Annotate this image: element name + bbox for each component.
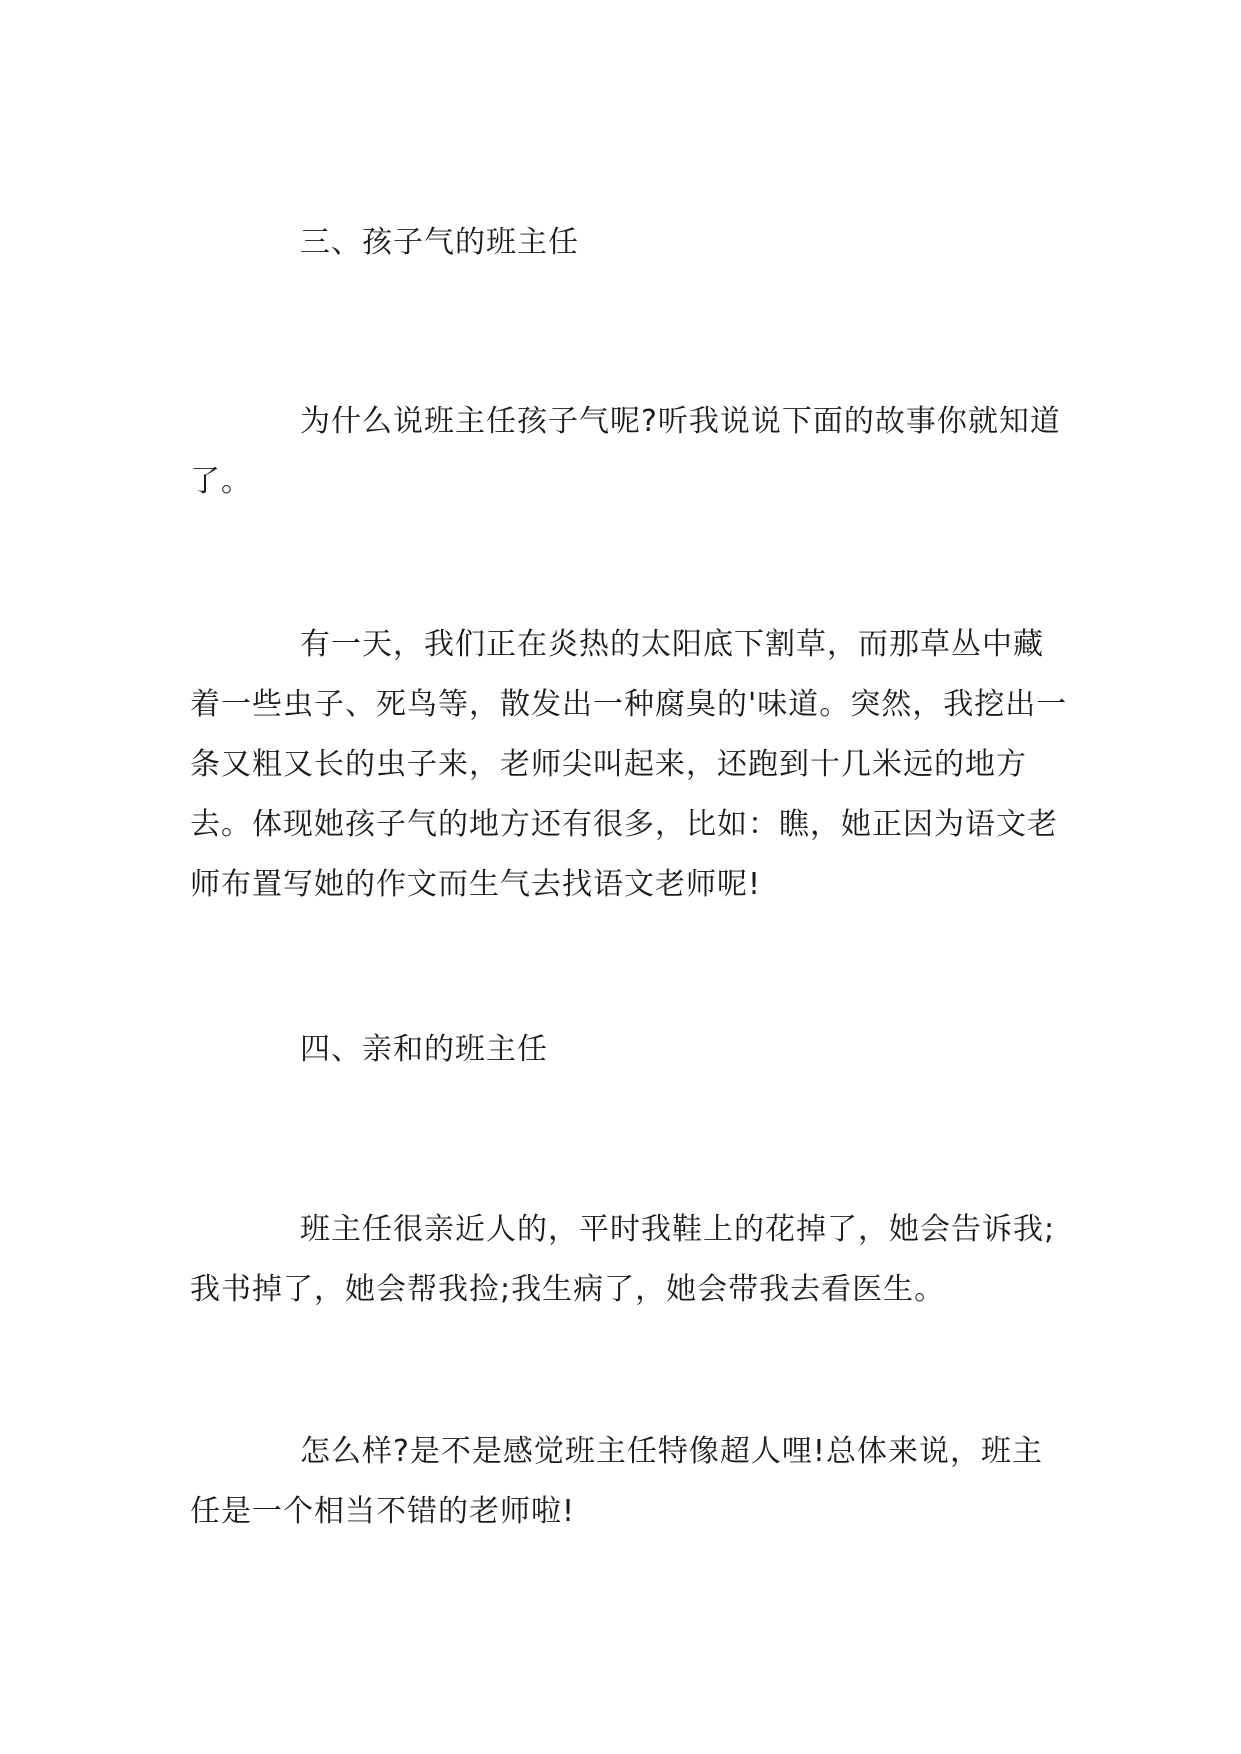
paragraph-mowing-story: 有一天，我们正在炎热的太阳底下割草，而那草丛中藏着一些虫子、死鸟等，散发出一种腐臭的'味道。突然，我挖出一条又粗又长的虫子来，老师尖叫起来，还跑到十几米远的地方去。体现她孩子气的地方还有很多，比如：瞧，她正因为语文老师布置写她的作文而生气去找语文老师呢! bbox=[190, 627, 1068, 902]
paragraph-conclusion: 怎么样?是不是感觉班主任特像超人哩!总体来说，班主任是一个相当不错的老师啦! bbox=[190, 1434, 1043, 1529]
section-heading-4: 四、亲和的班主任 bbox=[300, 1032, 548, 1067]
paragraph-kind-teacher: 班主任很亲近人的，平时我鞋上的花掉了，她会告诉我;我书掉了，她会帮我捡;我生病了，她会带我去看医生。 bbox=[190, 1212, 1056, 1307]
paragraph-why-childish: 为什么说班主任孩子气呢?听我说说下面的故事你就知道了。 bbox=[190, 404, 1061, 499]
section-heading-3: 三、孩子气的班主任 bbox=[300, 225, 579, 260]
